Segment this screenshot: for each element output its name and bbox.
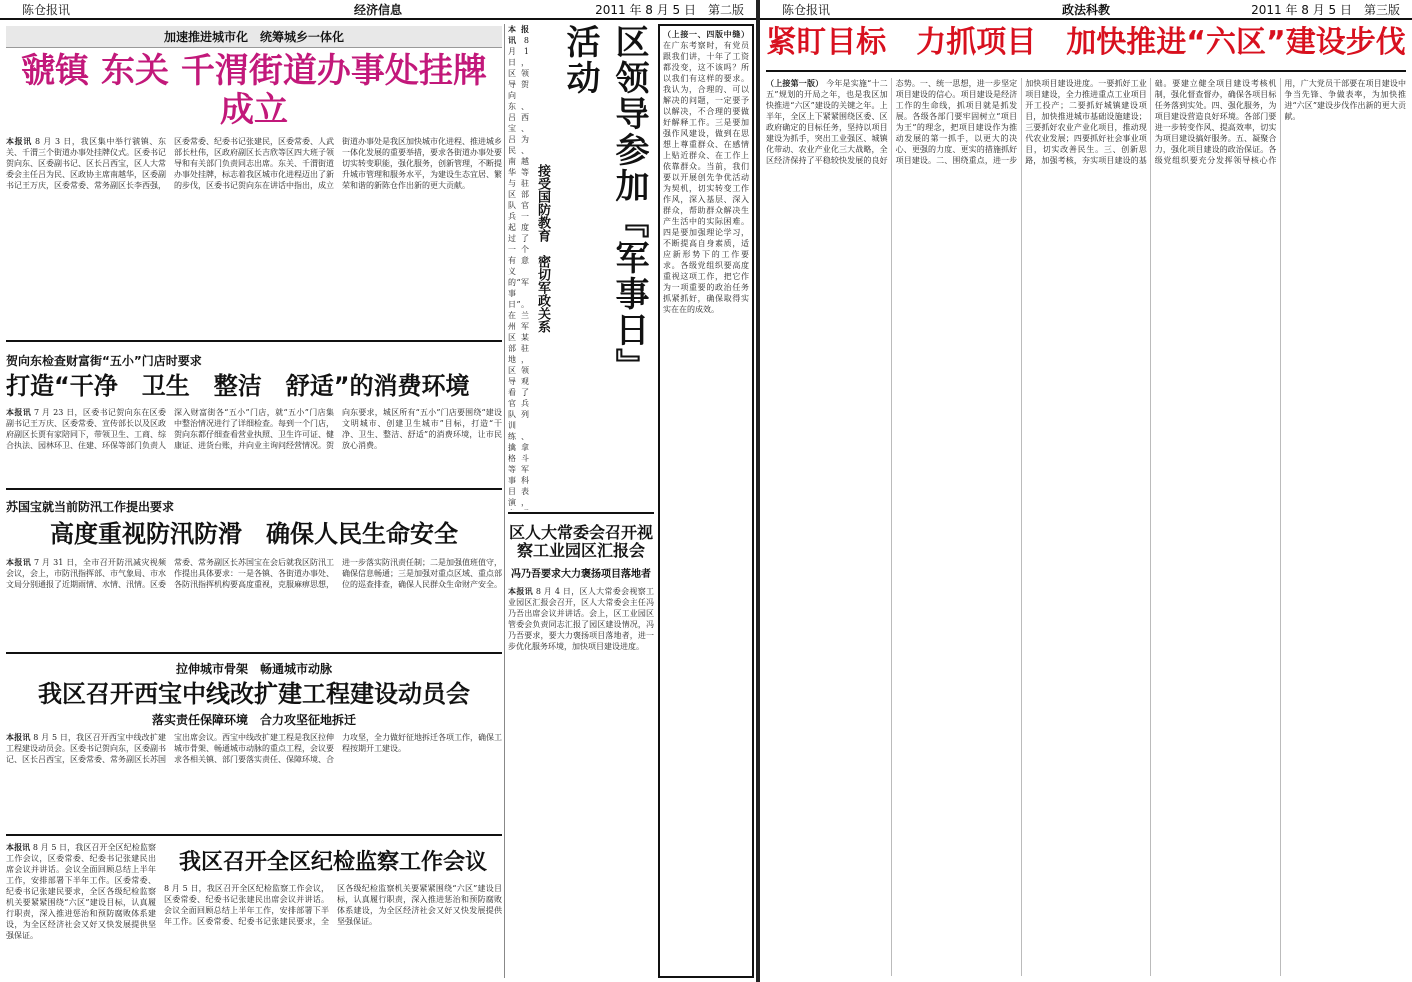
divider (766, 70, 1406, 72)
column-rule (504, 24, 505, 978)
article-body (6, 557, 502, 648)
continued-column (658, 24, 754, 978)
issue-date: 2011 年 8 月 5 日 第三版 (1251, 2, 1400, 17)
article-body-continued: 8 月 5 日，我区召开全区纪检监察工作会议，区委常委、纪委书记张建民出席会议并讲话。会议全面回顾总结上半年工作，安排部署下半年工作。区委常委、纪委书记张建民要求，全区各级纪检监察机关要紧紧围绕“六区”建设目标，认真履行职责，深入推进惩治和预防腐败体系建设，为全区经济社会又好又快发展提供坚强保证。 (164, 884, 502, 927)
article-subhead: 落实责任保障环境 合力攻坚征地拆迁 (151, 712, 356, 727)
article-headline: 打造“干净 卫生 整洁 舒适”的消费环境 (6, 372, 470, 400)
byline: 本报讯 (6, 136, 32, 147)
article-headline: 区人大常委会召开视察工业园区汇报会 (508, 523, 653, 561)
divider (6, 834, 502, 836)
paper-name: 陈仓报讯 (22, 2, 71, 17)
article-subhead: 接受国防教育 密切军政关系 (535, 164, 550, 333)
divider (6, 652, 502, 654)
byline: 本报讯 (6, 842, 31, 852)
byline: 本报讯 (508, 24, 529, 45)
masthead (760, 0, 1412, 20)
divider (6, 340, 502, 342)
article-body (663, 29, 749, 973)
article-text: 8 月 5 日，我区召开西宝中线改扩建工程建设动员会。区委书记贺向东，区委副书记、区长吕西宝，区委常委、常务副区长苏国宝出席会议。西宝中线改扩建工程是我区拉伸城市骨架、畅通城市动脉的重点工程，会议要求各相关镇、部门要落实责任、保障环境、合力攻坚，全力做好征地拆迁各项工作，确保工程按期开工建设。 (6, 732, 502, 764)
paper-name: 陈仓报讯 (782, 2, 831, 17)
byline: 本报讯 (508, 585, 533, 596)
article-flood-control (6, 498, 502, 648)
article-headline: 我区召开全区纪检监察工作会议 (178, 850, 487, 875)
article-military-day (508, 24, 654, 510)
article-text: 在广东考察时，有党员跟我们讲，十年了工资都没变，这不该吗？所以我们有这样的要求。我认为，合理的、可以解决的问题，一定要予以解决，不合理的要做好解释工作。三是要加强作风建设，做到在思想上尊重群众、在感情上贴近群众、在工作上依靠群众。当前，我们要以开展创先争优活动为契机，切实转变工作作风，深入基层、深入群众，帮助群众解决生产生活中的实际困难。四是要加强理论学习，不断提高自身素质，适应新形势下的工作要求。各级党组织要高度重视这项工作，把它作为一项重要的政治任务抓紧抓好，确保取得实实在在的成效。 (663, 41, 749, 314)
article-body (6, 842, 156, 974)
article-headline: 区领导参加『军事日』活动 (560, 24, 649, 384)
article-kicker: 贺向东检查财富街“五小”门店时要求 (6, 354, 202, 368)
article-body (6, 407, 502, 482)
article-headline: 虢镇 东关 千渭街道办事处挂牌成立 (21, 51, 487, 131)
article-kicker: 苏国宝就当前防汛工作提出要求 (6, 500, 175, 514)
article-industrial-park (508, 518, 654, 978)
byline: 本报讯 (6, 731, 31, 742)
divider (508, 512, 654, 514)
section-name: 经济信息 (353, 2, 403, 17)
article-six-districts (766, 78, 1406, 976)
article-xibao-road (6, 660, 502, 830)
page-headline: 紧盯目标 力抓项目 加快推进“六区”建设步伐 (766, 25, 1406, 60)
page-three (760, 0, 1412, 982)
article-text: 8 月 5 日，我区召开全区纪检监察工作会议，区委常委、纪委书记张建民出席会议并讲话。会议全面回顾总结上半年工作，安排部署下半年工作。区委常委、纪委书记张建民要求，全区各级纪检监察机关要紧紧围绕“六区”建设目标，认真履行职责，深入推进惩治和预防腐败体系建设，为全区经济社会又好又快发展提供坚强保证。 (6, 843, 157, 940)
article-body (6, 732, 502, 830)
article-text: 8 月 4 日，区人大常委会视察工业园区汇报会召开，区人大常委会主任冯乃吾出席会议并讲话。会上，区工业园区管委会负责同志汇报了园区建设情况，冯乃吾要求，要大力褒扬项目落地者，进一步优化服务环境，加快项目建设进度。 (508, 586, 654, 651)
byline: 本报讯 (6, 406, 32, 417)
byline: 本报讯 (6, 556, 32, 567)
article-text: 7 月 31 日，全市召开防汛减灾视频会议，会上，市防汛指挥部、市气象局、市水文局分别通报了近期雨情、水情、汛情。区委常委、常务副区长苏国宝在会后就我区防汛工作提出具体要求：一是各镇、各街道办事处、各防汛指挥机构要高度重视，克服麻痹思想，进一步落实防汛责任制；二是加强值班值守，确保信息畅通；三是加强对重点区域、重点部位的巡查排查，确保人民群众生命财产安全。 (6, 557, 502, 589)
section-name: 政法科教 (1061, 2, 1111, 17)
article-subhead: 冯乃吾要求大力褒扬项目落地者 (511, 568, 651, 580)
article-body (766, 78, 1406, 976)
article-body (508, 24, 529, 510)
article-body (6, 136, 502, 336)
article-text: 8 月 1 日，区领导贺向东、吕西宝、吕为民、南越华等与驻区部队官兵一起度过了一个有意义的“军事日”。在兰州军区某部驻地，区领导观看了官兵队列训练、擒拿格斗等军事科目表演， (508, 36, 530, 507)
article-kicker: 拉伸城市骨架 畅通城市动脉 (175, 662, 332, 676)
masthead (0, 0, 756, 20)
article-street-offices (6, 26, 502, 336)
issue-date: 2011 年 8 月 5 日 第二版 (595, 2, 744, 17)
continued-label: （上接第一版） (766, 78, 824, 88)
article-kicker: 加速推进城市化 统筹城乡一体化 (6, 26, 502, 48)
article-discipline-meeting (6, 842, 502, 978)
article-text: 8 月 3 日，我区集中举行虢镇、东关、千渭三个街道办事处挂牌仪式。区委书记贺向东、区委副书记、区长吕西宝，区人大常委会主任吕为民、区政协主席南越华，区委副书记王万庆，区委常委、常务副区长李西强，区委常委、纪委书记张建民，区委常委、人武部长杜伟，区政府副区长吉欣等区四大班子领导和有关部门负责同志出席。东关、千渭街道办事处挂牌，标志着我区城市化进程迈出了新的步伐，区委书记贺向东在讲话中指出，成立街道办事处是我区加快城市化进程、推进城乡一体化发展的重要举措，要求各街道办事处要切实转变职能，强化服务，创新管理，不断提升城市管理和服务水平，为建设生态宜居、繁荣和谐的新陈仓作出新的更大贡献。 (6, 137, 502, 191)
continued-label: （上接一、四版中缝） (663, 29, 749, 39)
article-headline: 我区召开西宝中线改扩建工程建设动员会 (38, 680, 470, 708)
article-body (508, 586, 654, 966)
article-headline: 高度重视防汛防滑 确保人民生命安全 (50, 520, 458, 548)
article-text: 今年是实施“十二五”规划的开局之年，也是我区加快推进“六区”建设的关键之年。上半年，全区上下紧紧围绕区委、区政府确定的目标任务，坚持以项目建设为抓手，突出工业强区、城镇化带动、农业产业化三大战略，全区经济保持了平稳较快发展的良好态势。一、统一思想，进一步坚定项目建设的信心。项目建设是经济工作的生命线，抓项目就是抓发展。各级各部门要牢固树立“项目为王”的理念，把项目建设作为推动发展的第一抓手，以更大的决心、更强的力度、更实的措施抓好项目建设。二、围绕重点，进一步加快项目建设进度。一要抓好工业项目建设，全力推进重点工业项目开工投产；二要抓好城镇建设项目，加快推进城市基础设施建设；三要抓好农业产业化项目，推动现代农业发展；四要抓好社会事业项目，切实改善民生。三、创新思路，加强考核，夯实项目建设的基础。要建立健全项目建设考核机制，强化督查督办，确保各项目标任务落到实处。四、强化服务，为项目建设营造良好环境。各部门要进一步转变作风、提高效率，切实为项目建设搞好服务。五、凝聚合力，强化项目建设的政治保证。各级党组织要充分发挥领导核心作用，广大党员干部要在项目建设中争当先锋、争做表率，为加快推进“六区”建设步伐作出新的更大贡献。 (766, 79, 1406, 165)
article-text: 7 月 23 日，区委书记贺向东在区委副书记王万庆、区委常委、宣传部长以及区政府副区长贾有家陪同下，带领卫生、工商、综合执法、园林环卫、住建、环保等部门负责人深入财富街各“五小”门店，就“五小”门店集中整治情况进行了详细检查。每到一个门店，贺向东都仔细查看营业执照、卫生许可证、健康证、进货台账，并向业主询问经营情况。贺向东要求，城区所有“五小”门店要围绕“建设文明城市、创建卫生城市”目标，打造“干净、卫生、整洁、舒适”的消费环境，让市民放心消费。 (6, 407, 502, 450)
article-consumer-environment (6, 352, 502, 482)
divider (6, 488, 502, 490)
